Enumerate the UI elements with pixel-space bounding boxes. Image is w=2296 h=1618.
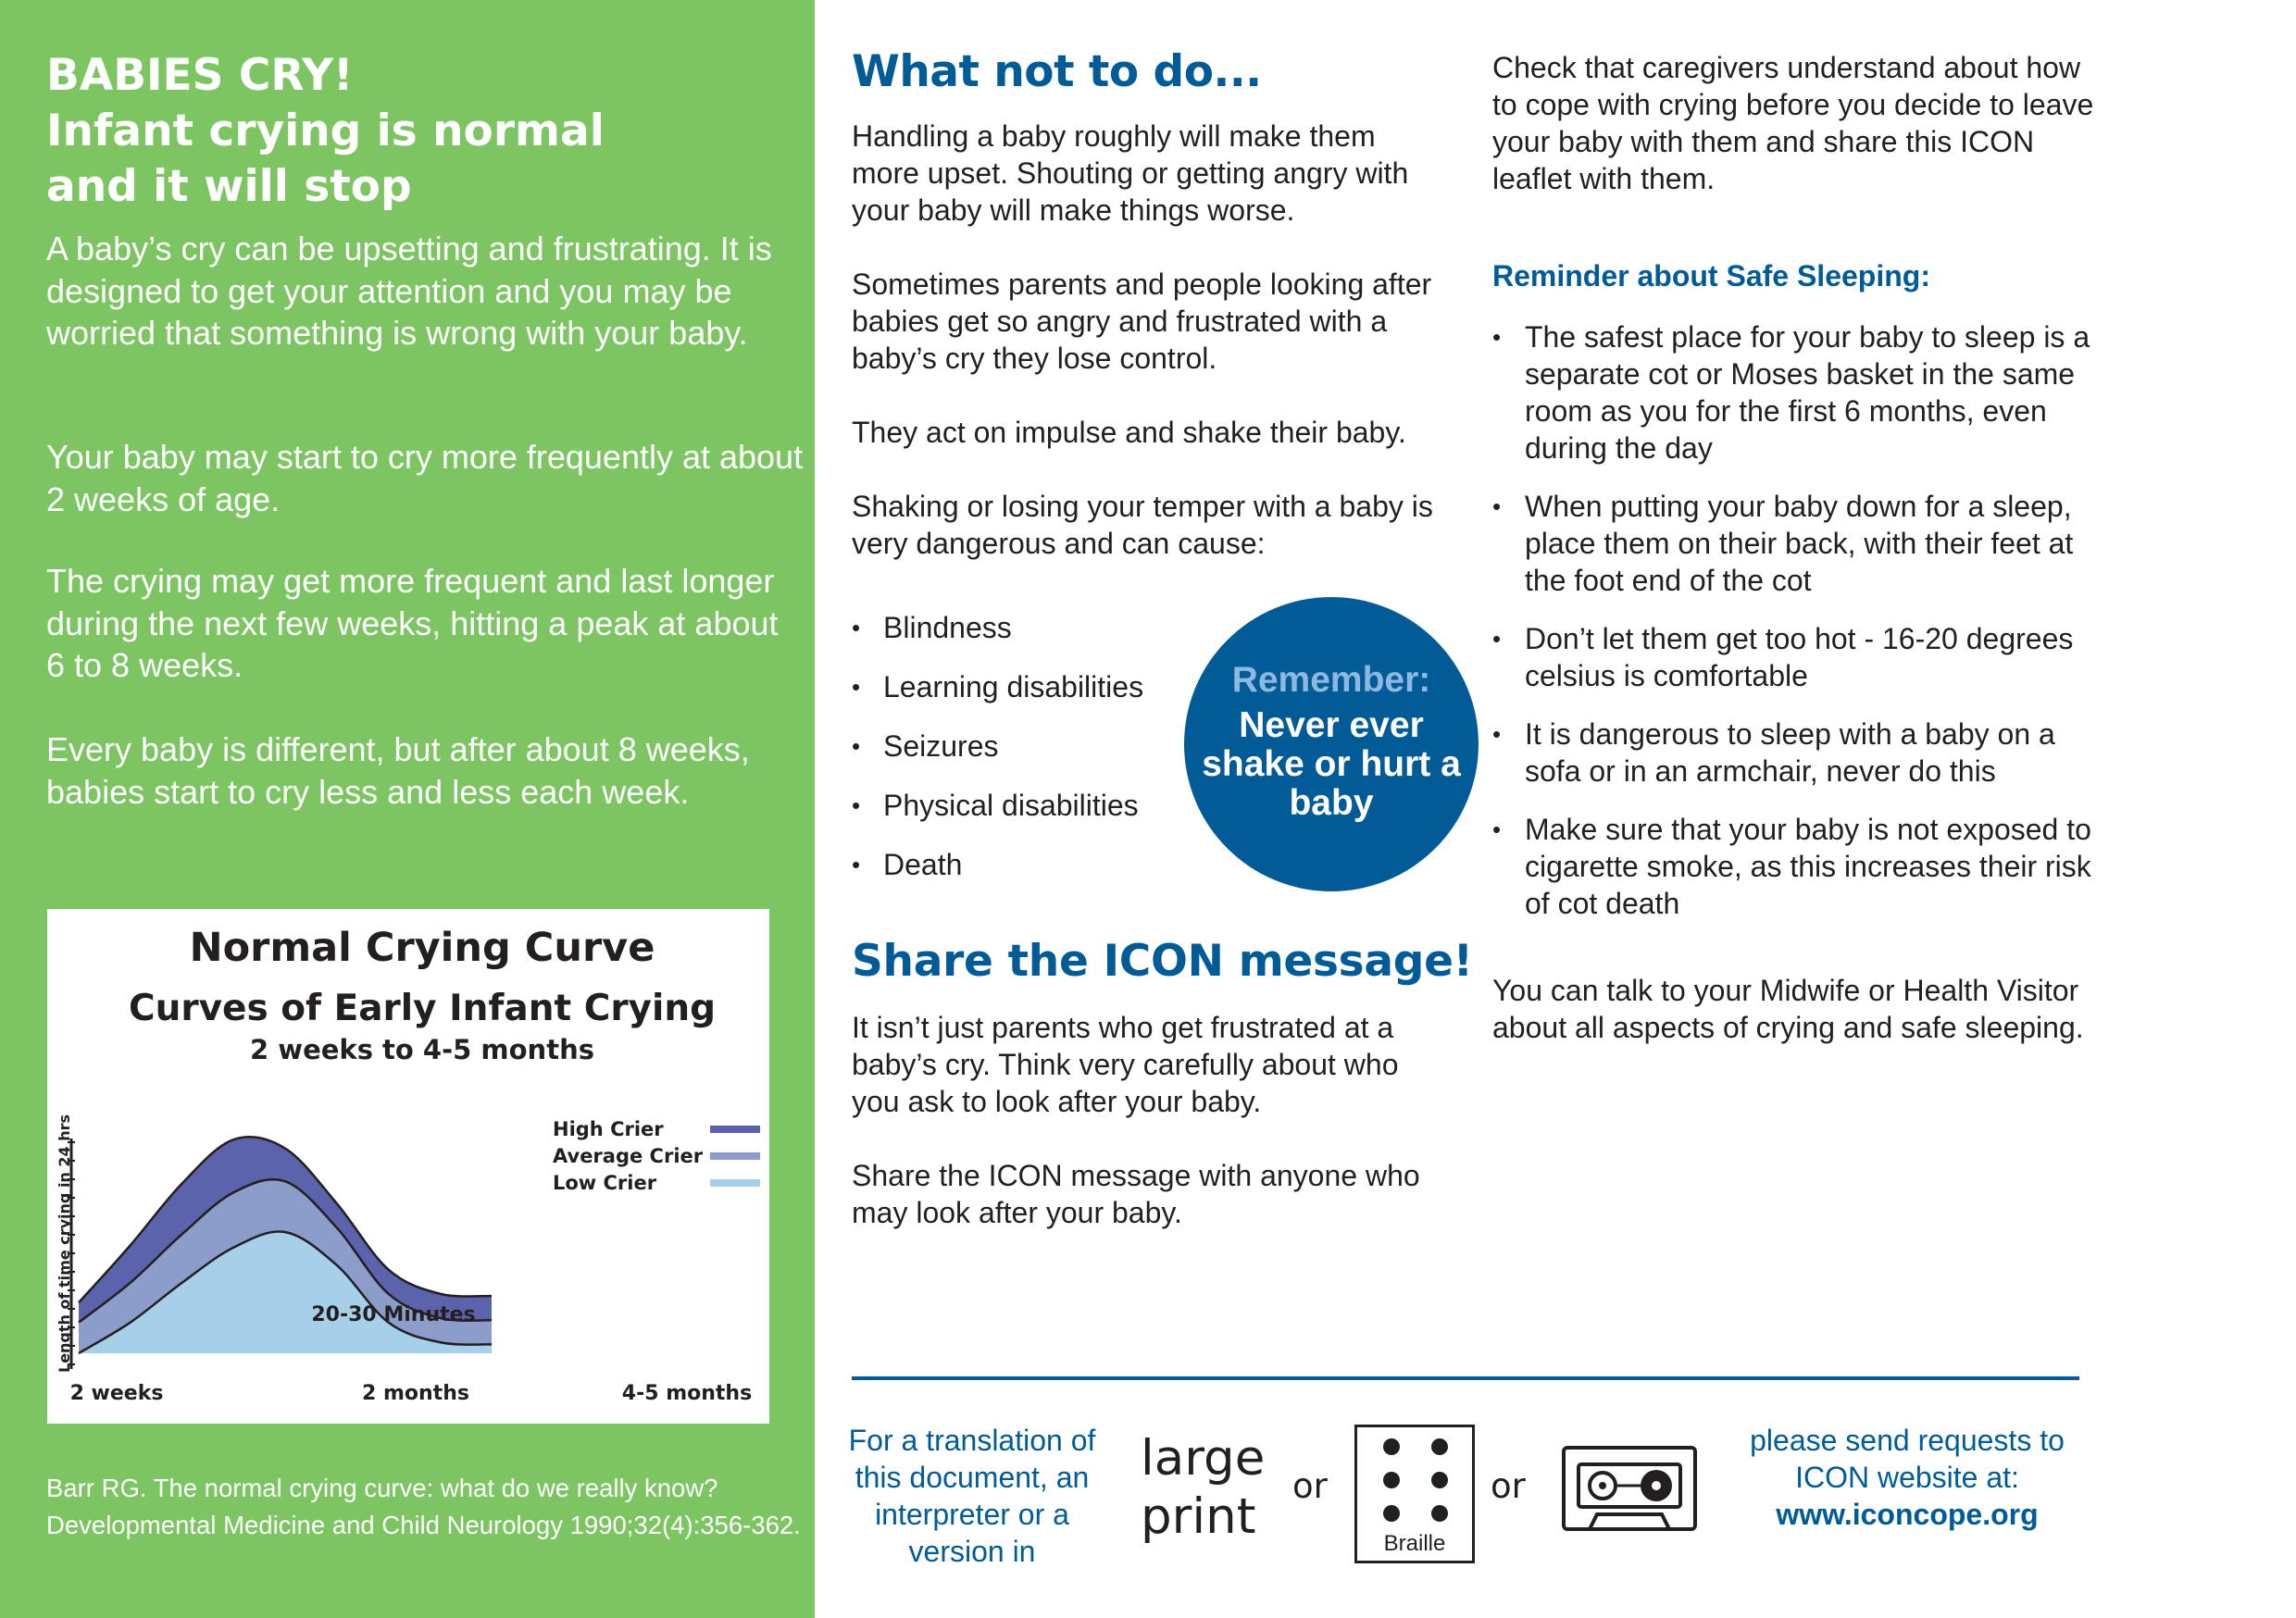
braille-dot [1383, 1505, 1400, 1522]
bullet-icon: • [852, 851, 861, 878]
right-paragraph: You can talk to your Midwife or Health Visitor about all aspects of crying and safe sleeping. [1492, 974, 2084, 1044]
list-item-text: The safest place for your baby to sleep is a separate cot or Moses basket in the same room as you for the first 6 months, even during the day [1525, 320, 2090, 465]
chart-subtitle: Curves of Early Infant Crying [128, 988, 717, 1029]
bullet-icon: • [852, 791, 861, 819]
braille-dot [1383, 1438, 1400, 1455]
annotation-peak-high: 5-6 Hours [288, 1118, 401, 1141]
legend-swatch [710, 1179, 760, 1187]
braille-dot [1383, 1472, 1400, 1488]
x-tick-label: 4-5 months [621, 1382, 753, 1405]
left-title-line-1: BABIES CRY! [46, 50, 354, 101]
footer-divider [852, 1376, 2079, 1380]
braille-dot [1431, 1438, 1448, 1455]
list-item [852, 728, 1143, 787]
bullet-icon: • [852, 732, 861, 760]
left-paragraph: Your baby may start to cry more frequently at about 2 weeks of age. [46, 438, 804, 518]
footer-requests-text [1741, 1422, 2074, 1533]
chart-svg [47, 909, 769, 1424]
requests-text: please send requests to ICON website at: [1750, 1424, 2065, 1494]
left-title-line-3: and it will stop [46, 161, 412, 212]
braille-label: Braille [1383, 1531, 1446, 1556]
y-axis-label: Length of time crying in 24 hrs [56, 1114, 73, 1373]
middle-paragraph: Share the ICON message with anyone who may look after your baby. [852, 1159, 1420, 1229]
citation: Barr RG. The normal crying curve: what do we really know? Developmental Medicine and Child Neurology 1990;32(4):356-362. [46, 1474, 801, 1539]
legend-swatch [710, 1126, 760, 1133]
safe-sleeping-heading: Reminder about Safe Sleeping: [1492, 259, 1930, 292]
legend-label: Average Crier [553, 1145, 704, 1167]
bullet-icon: • [852, 614, 861, 641]
safe-sleeping-list [1492, 318, 2103, 943]
or-label: or [1292, 1466, 1328, 1506]
website-link[interactable]: www.iconcope.org [1776, 1498, 2039, 1531]
chart-legend [553, 1118, 760, 1194]
braille-icon [1354, 1425, 1475, 1563]
bullet-icon: • [1492, 492, 1502, 520]
list-item [852, 787, 1143, 846]
chart-title: Normal Crying Curve [189, 925, 655, 971]
large-print-label: large print [1141, 1430, 1266, 1545]
left-paragraph: The crying may get more frequent and last longer during the next few weeks, hitting a peak at about 6 to 8 weeks. [46, 562, 779, 684]
list-item [852, 609, 1143, 668]
middle-paragraph: Sometimes parents and people looking after babies get so angry and frustrated with a baby’s cry they lose control. [852, 268, 1432, 375]
right-paragraph: Check that caregivers understand about how to cope with crying before you decide to leave your baby with them and share this ICON leaflet with them. [1492, 51, 2094, 195]
crying-curve-chart [47, 909, 769, 1424]
remember-badge [1184, 597, 1479, 891]
list-item [1492, 811, 2103, 922]
list-item [1492, 488, 2103, 599]
list-item [852, 668, 1143, 728]
share-message-heading: Share the ICON message! [852, 936, 1473, 987]
bullet-icon: • [1492, 720, 1502, 748]
legend-label: Low Crier [553, 1172, 657, 1194]
braille-dot [1431, 1472, 1448, 1488]
bullet-icon: • [852, 673, 861, 701]
bullet-icon: • [1492, 625, 1502, 653]
middle-paragraph: Handling a baby roughly will make them more upset. Shouting or getting angry with your baby will make things worse. [852, 119, 1409, 227]
list-item-text: When putting your baby down for a sleep, place them on their back, with their feet at the foot end of the cot [1525, 490, 2074, 597]
left-paragraph: Every baby is different, but after about 8 weeks, babies start to cry less and less each week. [46, 730, 750, 811]
list-item [1492, 620, 2103, 694]
cassette-tape-icon [1562, 1446, 1697, 1531]
footer-translation-text: For a translation of this document, an interpreter or a version in [848, 1424, 1096, 1568]
list-item-text: Blindness [883, 611, 1012, 644]
x-tick-label: 2 weeks [69, 1382, 164, 1405]
bullet-icon: • [1492, 323, 1502, 351]
middle-paragraph: Shaking or losing your temper with a baby is very dangerous and can cause: [852, 490, 1433, 560]
annotation-low-level: 20-30 Minutes [311, 1303, 476, 1326]
list-item [1492, 318, 2103, 467]
what-not-to-do-heading: What not to do... [852, 46, 1262, 97]
middle-paragraph: They act on impulse and shake their baby. [852, 416, 1406, 449]
list-item-text: Seizures [883, 729, 999, 763]
list-item [852, 846, 1143, 905]
braille-dot [1431, 1505, 1448, 1522]
list-item-text: Death [883, 848, 963, 881]
bullet-icon: • [1492, 815, 1502, 843]
middle-paragraph: It isn’t just parents who get frustrated at a baby’s cry. Think very carefully about who you ask to look after your baby. [852, 1011, 1399, 1118]
list-item-text: Make sure that your baby is not exposed to cigarette smoke, as this increases their risk of cot death [1525, 813, 2091, 920]
dangers-list [852, 609, 1143, 905]
list-item-text: It is dangerous to sleep with a baby on a sofa or in an armchair, never do this [1525, 717, 2055, 788]
list-item [1492, 716, 2103, 790]
list-item-text: Learning disabilities [883, 670, 1144, 703]
legend-label: High Crier [553, 1118, 664, 1140]
left-title-line-2: Infant crying is normal [46, 106, 605, 156]
x-tick-label: 2 months [362, 1382, 469, 1405]
left-title [46, 48, 787, 215]
or-label: or [1491, 1466, 1526, 1506]
list-item-text: Physical disabilities [883, 789, 1139, 822]
chart-subtitle-2: 2 weeks to 4-5 months [250, 1034, 594, 1065]
legend-swatch [710, 1152, 760, 1160]
left-panel [0, 0, 815, 1618]
remember-text: Never ever shake or hurt a baby [1202, 705, 1461, 823]
list-item-text: Don’t let them get too hot - 16-20 degrees celsius is comfortable [1525, 622, 2074, 692]
left-paragraph: A baby’s cry can be upsetting and frustrating. It is designed to get your attention and you may be worried that something is wrong with your baby. [46, 230, 772, 352]
remember-label: Remember: [1231, 660, 1431, 700]
